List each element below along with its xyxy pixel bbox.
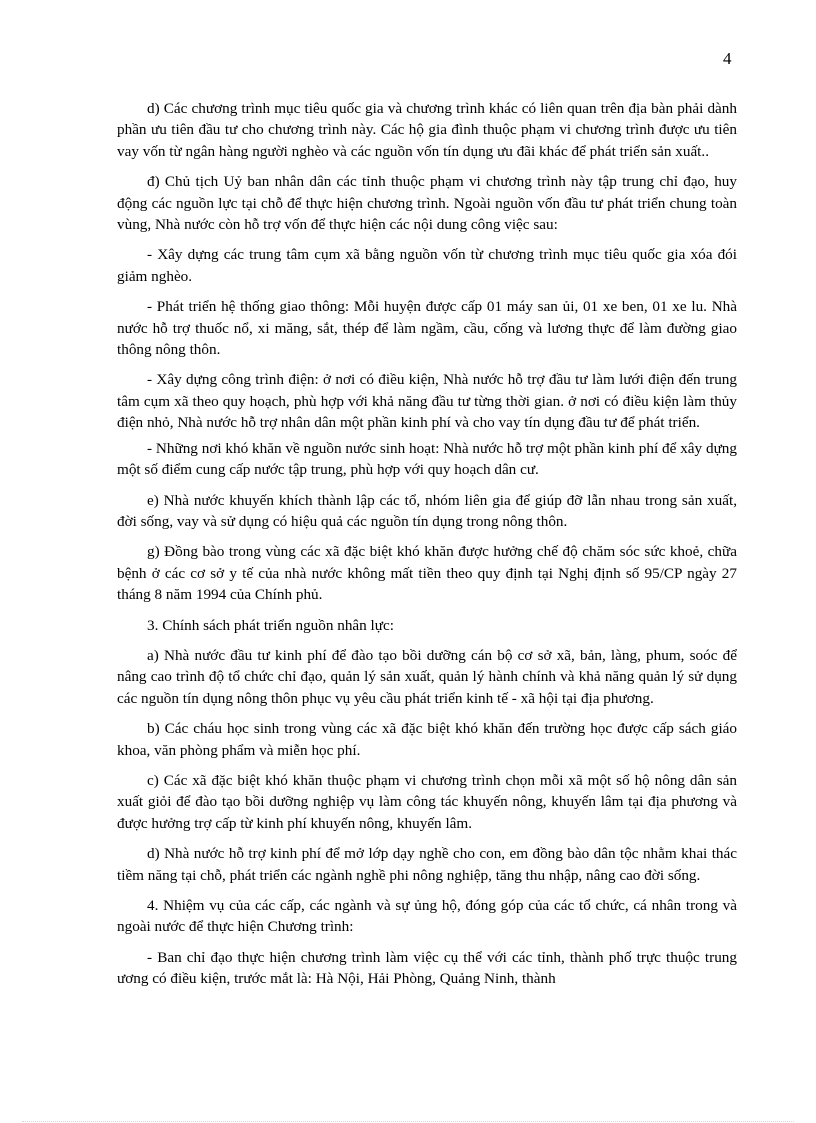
section-heading-human-resources: 3. Chính sách phát triển nguồn nhân lực: (147, 616, 394, 634)
paragraph-g-health-care: g) Đồng bào trong vùng các xã đặc biệt khó khăn được hưởng chế độ chăm sóc sức khoẻ, chữa bệnh ở các cơ sở y tế của nhà nước không mất tiền theo quy định tại Nghị định số 95/CP ngày 27 tháng 8 năm 1994 của Chính phủ. (117, 543, 737, 604)
section-heading-duties: 4. Nhiệm vụ của các cấp, các ngành và sự ủng hộ, đóng góp của các tổ chức, cá nhân trong và ngoài nước để thực hiện Chương trình: (117, 897, 737, 936)
paragraph-commune-centers: - Xây dựng các trung tâm cụm xã bằng nguồn vốn từ chương trình mục tiêu quốc gia xóa đói giảm nghèo. (117, 246, 737, 285)
page-number: 4 (723, 49, 732, 68)
paragraph-d-national-programs: d) Các chương trình mục tiêu quốc gia và chương trình khác có liên quan trên địa bàn phải dành phần ưu tiên đầu tư cho chương trình này. Các hộ gia đình thuộc phạm vi chương trình được ưu tiên vay vốn từ ngân hàng người nghèo và các nguồn vốn tín dụng ưu đãi khác để phát triển sản xuất.. (117, 100, 737, 160)
paragraph-d-vocational-classes: d) Nhà nước hỗ trợ kinh phí để mở lớp dạy nghề cho con, em đồng bào dân tộc nhằm khai thác tiềm năng tại chỗ, phát triển các ngành nghề phi nông nghiệp, tăng thu nhập, nâng cao đời sống. (117, 845, 737, 884)
paragraph-e-mutual-groups: e) Nhà nước khuyến khích thành lập các tổ, nhóm liên gia để giúp đỡ lẫn nhau trong sản xuất, đời sống, vay và sử dụng có hiệu quả các nguồn tín dụng trong nông thôn. (117, 491, 737, 530)
paragraph-a-cadre-training: a) Nhà nước đầu tư kinh phí để đào tạo bồi dưỡng cán bộ cơ sở xã, bản, làng, phum, soóc để nâng cao trình độ tổ chức chỉ đạo, quản lý sản xuất, quản lý hành chính và khả năng quản lý sử dụng các nguồn tín dụng nông thôn phục vụ yêu cầu phát triển kinh tế - xã hội tại địa phương. (117, 646, 737, 707)
paragraph-c-extension-training: c) Các xã đặc biệt khó khăn thuộc phạm vi chương trình chọn mỗi xã một số hộ nông dân sản xuất giỏi để đào tạo bồi dưỡng nghiệp vụ làm công tác khuyến nông, khuyến lâm tại địa phương và được hưởng trợ cấp từ kinh phí khuyến nông, khuyến lâm. (117, 771, 737, 832)
paragraph-transport-system: - Phát triển hệ thống giao thông: Mỗi huyện được cấp 01 máy san ủi, 01 xe ben, 01 xe lu. Nhà nước hỗ trợ thuốc nổ, xi măng, sắt, thép để làm ngầm, cầu, cống và lương thực để làm đường giao thông nông thôn. (117, 298, 737, 359)
document-body (117, 98, 737, 999)
paragraph-b-students: b) Các cháu học sinh trong vùng các xã đặc biệt khó khăn đến trường học được cấp sách giáo khoa, văn phòng phẩm và miễn học phí. (117, 720, 737, 759)
paragraph-electric-works: - Xây dựng công trình điện: ở nơi có điều kiện, Nhà nước hỗ trợ đầu tư làm lưới điện đến trung tâm cụm xã theo quy hoạch, phù hợp với khả năng đầu tư từng thời gian. ở nơi có điều kiện làm thủy điện nhỏ, Nhà nước hỗ trợ nhân dân một phần kinh phí và cho vay tín dụng đầu tư để phát triển. (117, 371, 737, 432)
page-bottom-rule (22, 1121, 794, 1122)
paragraph-water-supply: - Những nơi khó khăn về nguồn nước sinh hoạt: Nhà nước hỗ trợ một phần kinh phí để xây dựng một số điểm cung cấp nước tập trung, phù hợp với quy hoạch dân cư. (117, 439, 737, 479)
paragraph-steering-committee: - Ban chỉ đạo thực hiện chương trình làm việc cụ thể với các tỉnh, thành phố trực thuộc trung ương có điều kiện, trước mắt là: Hà Nội, Hải Phòng, Quảng Ninh, thành (117, 948, 737, 988)
paragraph-dd-provincial-chairman: đ) Chủ tịch Uỷ ban nhân dân các tỉnh thuộc phạm vi chương trình này tập trung chỉ đạo, huy động các nguồn lực tại chỗ để thực hiện chương trình. Ngoài nguồn vốn đầu tư phát triển chung toàn vùng, Nhà nước còn hỗ trợ vốn để thực hiện các nội dung công việc sau: (117, 173, 737, 234)
